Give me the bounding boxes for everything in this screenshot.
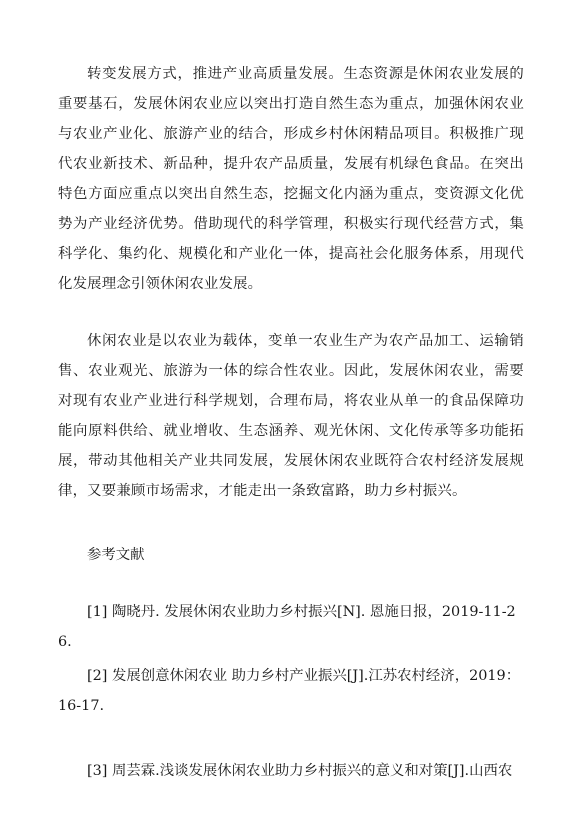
reference-item-2: [2] 发展创意休闲农业 助力乡村产业振兴[J].江苏农村经济，2019：16-17. [58, 668, 521, 714]
body-paragraph-2: 休闲农业是以农业为载体，变单一农业生产为农产品加工、运输销售、农业观光、旅游为一体的综合性农业。因此，发展休闲农业，需要对现有农业产业进行科学规划，合理布局，将农业从单一的食品保障功能向原料供给、就业增收、生态涵养、观光休闲、文化传承等多功能拓展，带动其他相关产业共同发展，发展休闲农业既符合农村经济发展规律，又要兼顾市场需求，才能走出一条致富路，助力乡村振兴。 [58, 333, 524, 499]
body-paragraph-1: 转变发展方式，推进产业高质量发展。生态资源是休闲农业发展的重要基石，发展休闲农业应以突出打造自然生态为重点，加强休闲农业与农业产业化、旅游产业的结合，形成乡村休闲精品项目。积极推广现代农业新技术、新品种，提升农产品质量，发展有机绿色食品。在突出特色方面应重点以突出自然生态，挖掘文化内涵为重点，变资源文化优势为产业经济优势。借助现代的科学管理，积极实行现代经营方式，集科学化、集约化、规模化和产业化一体，提高社会化服务体系，用现代化发展理念引领休闲农业发展。 [58, 66, 524, 292]
references-heading: 参考文献 [87, 547, 145, 563]
reference-item-1: [1] 陶晓丹. 发展休闲农业助力乡村振兴[N]. 恩施日报，2019-11-26. [58, 604, 516, 650]
reference-item-3: [3] 周芸霖.浅谈发展休闲农业助力乡村振兴的意义和对策[J].山西农 [87, 763, 513, 779]
